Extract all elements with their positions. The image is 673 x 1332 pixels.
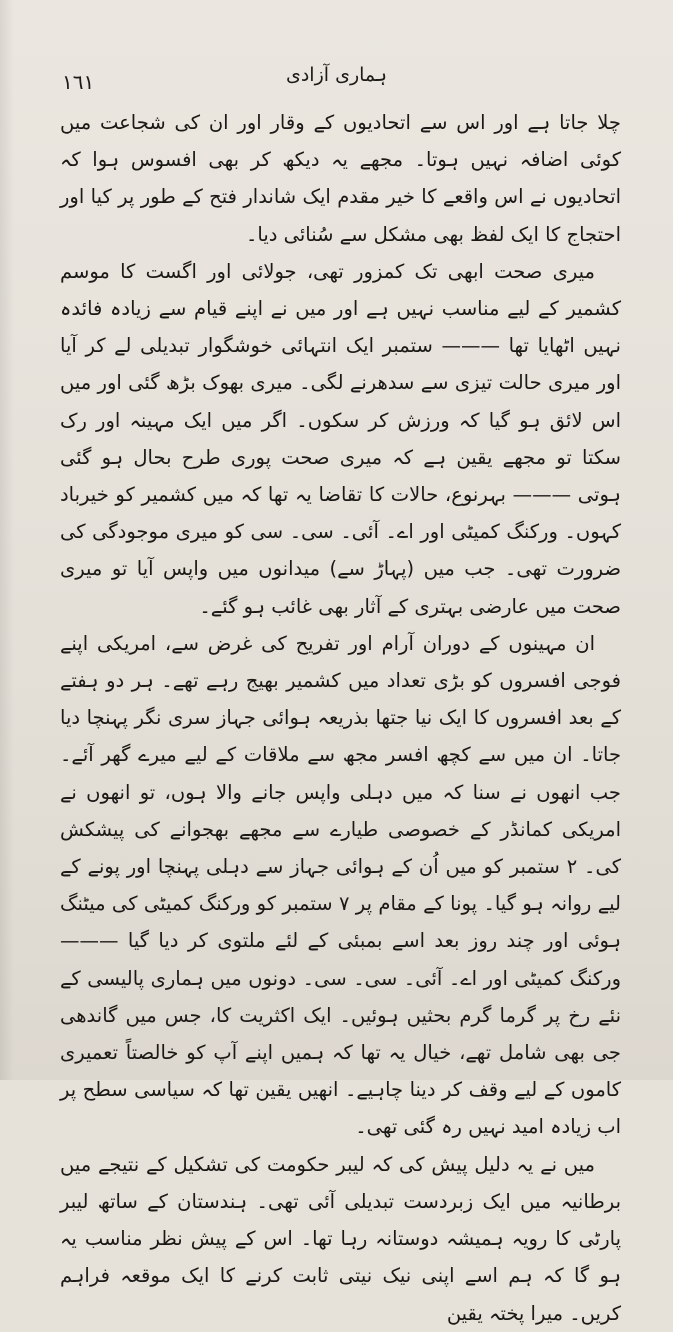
page-number: ١٦١: [62, 70, 95, 94]
paragraph-1: چلا جاتا ہے اور اس سے اتحادیوں کے وقار اور ان کی شجاعت میں کوئی اضافہ نہیں ہوتا۔ مجھے یہ دیکھ کر بھی افسوس ہوا کہ اتحادیوں نے اس واقعے کا خیر مقدم ایک شاندار فتح کے طور پر کیا اور احتجاج کا ایک لفظ بھی مشکل سے سُنائی دیا۔: [60, 111, 621, 246]
paragraph-3: ان مہینوں کے دوران آرام اور تفریح کی غرض سے، امریکی اپنے فوجی افسروں کو بڑی تعداد میں کشمیر بھیج رہے تھے۔ ہر دو ہفتے کے بعد افسروں کا ایک نیا جتھا بذریعہ ہوائی جہاز سری نگر پہنچا دیا جاتا۔ ان میں سے کچھ افسر مجھ سے ملاقات کے لیے میرے گھر آئے۔ جب انھوں نے سنا کہ میں دہلی واپس جانے والا ہوں، تو انھوں نے امریکی کمانڈر کے خصوصی طیارے سے مجھے بھجوانے کی پیشکش کی۔ ۲ ستمبر کو میں اُن کے ہوائی جہاز سے دہلی پہنچا اور پونے کے لیے روانہ ہو گیا۔ پونا کے مقام پر ۷ ستمبر کو ورکنگ کمیٹی کی میٹنگ ہوئی اور چند روز بعد اسے بمبئی کے لئے ملتوی کر دیا گیا ——— ورکنگ کمیٹی اور اے۔ آئی۔ سی۔ سی۔ دونوں میں ہماری پالیسی کے نئے رخ پر گرما گرم بحثیں ہوئیں۔ ایک اکثریت کا، جس میں گاندھی جی بھی شامل تھے، خیال یہ تھا کہ ہمیں اپنے آپ کو خالصتاً تعمیری کاموں کے لیے وقف کر دینا چاہیے۔ انھیں یقین تھا کہ سیاسی سطح پر اب زیادہ امید نہیں رہ گئی تھی۔: [60, 631, 621, 1139]
body-text: [60, 104, 621, 1332]
paragraph-4: میں نے یہ دلیل پیش کی کہ لیبر حکومت کی تشکیل کے نتیجے میں برطانیہ میں ایک زبردست تبدیلی آئی تھی۔ ہندستان کے ساتھ لیبر پارٹی کا رویہ ہمیشہ دوستانہ رہا تھا۔ اس کے پیش نظر مناسب یہ ہو گا کہ ہم اسے اپنی نیک نیتی ثابت کرنے کا ایک موقعہ فراہم کریں۔ میرا پختہ یقین: [60, 1152, 621, 1325]
running-head: ہماری آزادی: [285, 64, 388, 86]
page-edge-shadow: [0, 0, 14, 1080]
paragraph-2: میری صحت ابھی تک کمزور تھی، جولائی اور اگست کا موسم کشمیر کے لیے مناسب نہیں ہے اور میں نے اپنے قیام سے زیادہ فائدہ نہیں اٹھایا تھا ——— ستمبر ایک انتہائی خوشگوار تبدیلی لے کر آیا اور میری حالت تیزی سے سدھرنے لگی۔ میری بھوک بڑھ گئی اور میں اس لائق ہو گیا کہ ورزش کر سکوں۔ اگر میں ایک مہینہ اور رک سکتا تو مجھے یقین ہے کہ میری صحت پوری طرح بحال ہو گئی ہوتی ——— بہرنوع، حالات کا تقاضا یہ تھا کہ میں کشمیر کو خیرباد کہوں۔ ورکنگ کمیٹی اور اے۔ آئی۔ سی۔ سی کو میری موجودگی کی ضرورت تھی۔ جب میں (پہاڑ سے) میدانوں میں واپس آیا تو میری صحت میں عارضی بہتری کے آثار بھی غائب ہو گئے۔: [60, 259, 621, 618]
